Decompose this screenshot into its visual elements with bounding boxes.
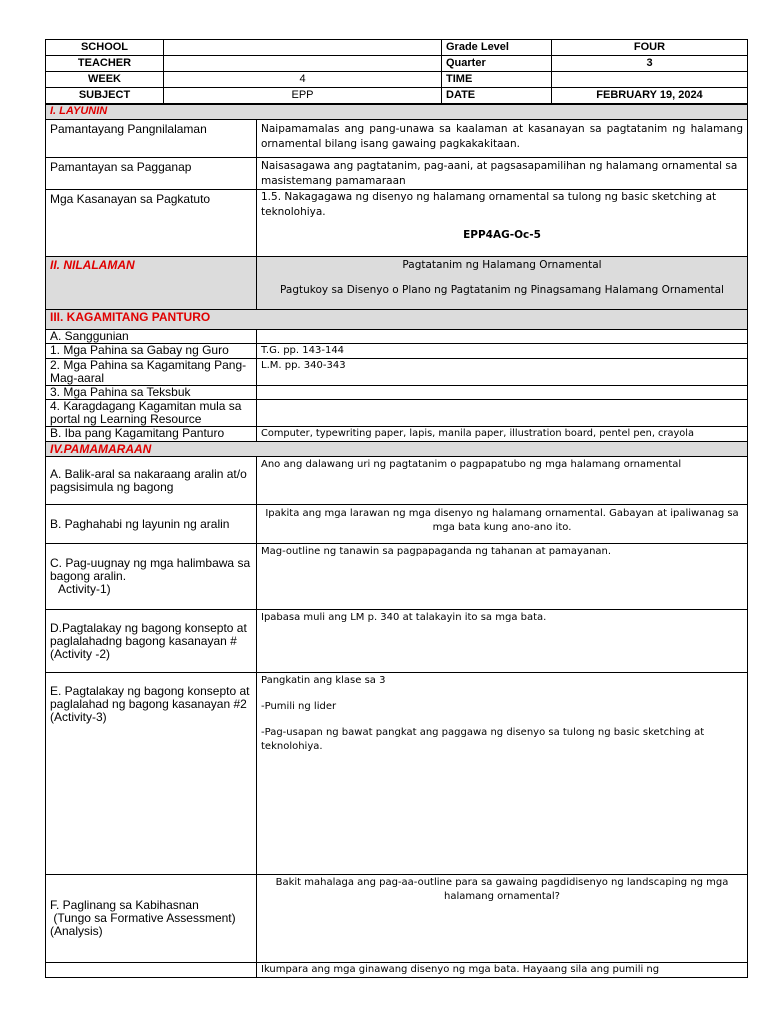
pamamaraan-c-value[interactable]: Mag-outline ng tanawin sa pagpapaganda ng tahanan at pamayanan. [257,544,748,610]
pamamaraan-b-label: B. Paghahabi ng layunin ng aralin [46,505,257,544]
gabay-label: 1. Mga Pahina sa Gabay ng Guro [46,344,257,359]
pamamaraan-f-sub1: (Tungo sa Formative Assessment) [50,911,236,925]
date-value[interactable]: FEBRUARY 19, 2024 [552,88,748,104]
pamamaraan-g-label [46,963,257,978]
pangnilalaman-value[interactable]: Naipamamalas ang pang-unawa sa kaalaman at kasanayan sa pagtatanim ng halamang ornamental bilang isang gawaing pagkakakitaan. [257,120,748,158]
karagdagang-label: 4. Karagdagang Kagamitan mula sa portal ng Learning Resource [46,400,257,427]
pamamaraan-c-label: C. Pag-uugnay ng mga halimbawa sa bagong aralin. [50,556,251,583]
lesson-plan-document [45,39,747,978]
pamamaraan-g-value[interactable]: Ikumpara ang mga ginawang disenyo ng mga bata. Hayaang sila ang pumili ng [257,963,748,978]
pamamaraan-e-label: E. Pagtalakay ng bagong konsepto at paglalahad ng bagong kasanayan #2 [50,684,250,711]
grade-level-value[interactable]: FOUR [552,40,748,56]
karagdagang-value[interactable] [257,400,748,427]
header-table [45,39,748,104]
lesson-body-table [45,104,748,978]
time-label: TIME [442,72,552,88]
teksbuk-value[interactable] [257,386,748,400]
pamamaraan-e-value2: -Pumili ng lider [261,701,337,712]
kasanayan-code: EPP4AG-Oc-5 [463,229,541,241]
section-nilalaman: II. NILALAMAN [46,257,257,310]
nilalaman-line2: Pagtukoy sa Disenyo o Plano ng Pagtatanim ng Pinagsamang Halamang Ornamental [280,284,724,296]
pamamaraan-e-value1: Pangkatin ang klase sa 3 [261,675,386,686]
pamamaraan-e-value3: -Pag-usapan ng bawat pangkat ang paggawa ng disenyo sa tulong ng basic sketching at teknolohiya. [261,727,705,752]
pamamaraan-f-sub2: (Analysis) [50,924,103,938]
section-kagamitan: III. KAGAMITANG PANTURO [46,310,748,330]
date-label: DATE [442,88,552,104]
time-value[interactable] [552,72,748,88]
pagganap-value[interactable]: Naisasagawa ang pagtatanim, pag-aani, at pagsasapamilihan ng halamang ornamental sa masistemang pamamaraan [257,158,748,190]
section-layunin: I. LAYUNIN [46,105,748,120]
pagganap-label: Pamantayan sa Pagganap [46,158,257,190]
pamamaraan-f-value[interactable]: Bakit mahalaga ang pag-aa-outline para sa gawaing pagdidisenyo ng landscaping ng mga halamang ornamental? [257,875,748,963]
pamamaraan-c-cell [46,544,257,610]
pamamaraan-b-value[interactable]: Ipakita ang mga larawan ng mga disenyo ng halamang ornamental. Gabayan at ipaliwanag sa mga bata kung ano-ano ito. [257,505,748,544]
pangnilalaman-label: Pamantayang Pangnilalaman [46,120,257,158]
teacher-value[interactable] [164,56,442,72]
pamamaraan-d-label: D.Pagtalakay ng bagong konsepto at paglalahadng bagong kasanayan #(Activity -2) [46,610,257,673]
quarter-value[interactable]: 3 [552,56,748,72]
iba-label: B. Iba pang Kagamitang Panturo [46,427,257,442]
teksbuk-label: 3. Mga Pahina sa Teksbuk [46,386,257,400]
pamamaraan-e-sub: (Activity-3) [50,710,107,724]
week-label: WEEK [46,72,164,88]
kagamitang-label: 2. Mga Pahina sa Kagamitang Pang- Mag-aaral [46,359,257,386]
teacher-label: TEACHER [46,56,164,72]
subject-value[interactable]: EPP [164,88,442,104]
pamamaraan-f-cell [46,875,257,963]
kasanayan-cell[interactable] [257,190,748,257]
sanggunian-value[interactable] [257,330,748,344]
iba-value[interactable]: Computer, typewriting paper, lapis, manila paper, illustration board, pentel pen, crayola [257,427,748,442]
quarter-label: Quarter [442,56,552,72]
kasanayan-label: Mga Kasanayan sa Pagkatuto [46,190,257,257]
school-value[interactable] [164,40,442,56]
kasanayan-value: 1.5. Nakagagawa ng disenyo ng halamang ornamental sa tulong ng basic sketching at teknolohiya. [261,191,717,218]
week-value[interactable]: 4 [164,72,442,88]
pamamaraan-f-label: F. Paglinang sa Kabihasnan [50,898,199,912]
nilalaman-cell [257,257,748,310]
kagamitang-value[interactable]: L.M. pp. 340-343 [257,359,748,386]
pamamaraan-d-value[interactable]: Ipabasa muli ang LM p. 340 at talakayin ito sa mga bata. [257,610,748,673]
pamamaraan-a-label: A. Balik-aral sa nakaraang aralin at/o pagsisimula ng bagong [46,457,257,505]
pamamaraan-e-cell [46,673,257,875]
subject-label: SUBJECT [46,88,164,104]
nilalaman-line1: Pagtatanim ng Halamang Ornamental [402,259,602,271]
gabay-value[interactable]: T.G. pp. 143-144 [257,344,748,359]
grade-level-label: Grade Level [442,40,552,56]
pamamaraan-c-sub: Activity-1) [58,582,111,596]
sanggunian-label: A. Sanggunian [46,330,257,344]
pamamaraan-a-value[interactable]: Ano ang dalawang uri ng pagtatanim o pagpapatubo ng mga halamang ornamental [257,457,748,505]
school-label: SCHOOL [46,40,164,56]
section-pamamaraan: IV.PAMAMARAAN [46,442,748,457]
pamamaraan-e-cell-value[interactable] [257,673,748,875]
